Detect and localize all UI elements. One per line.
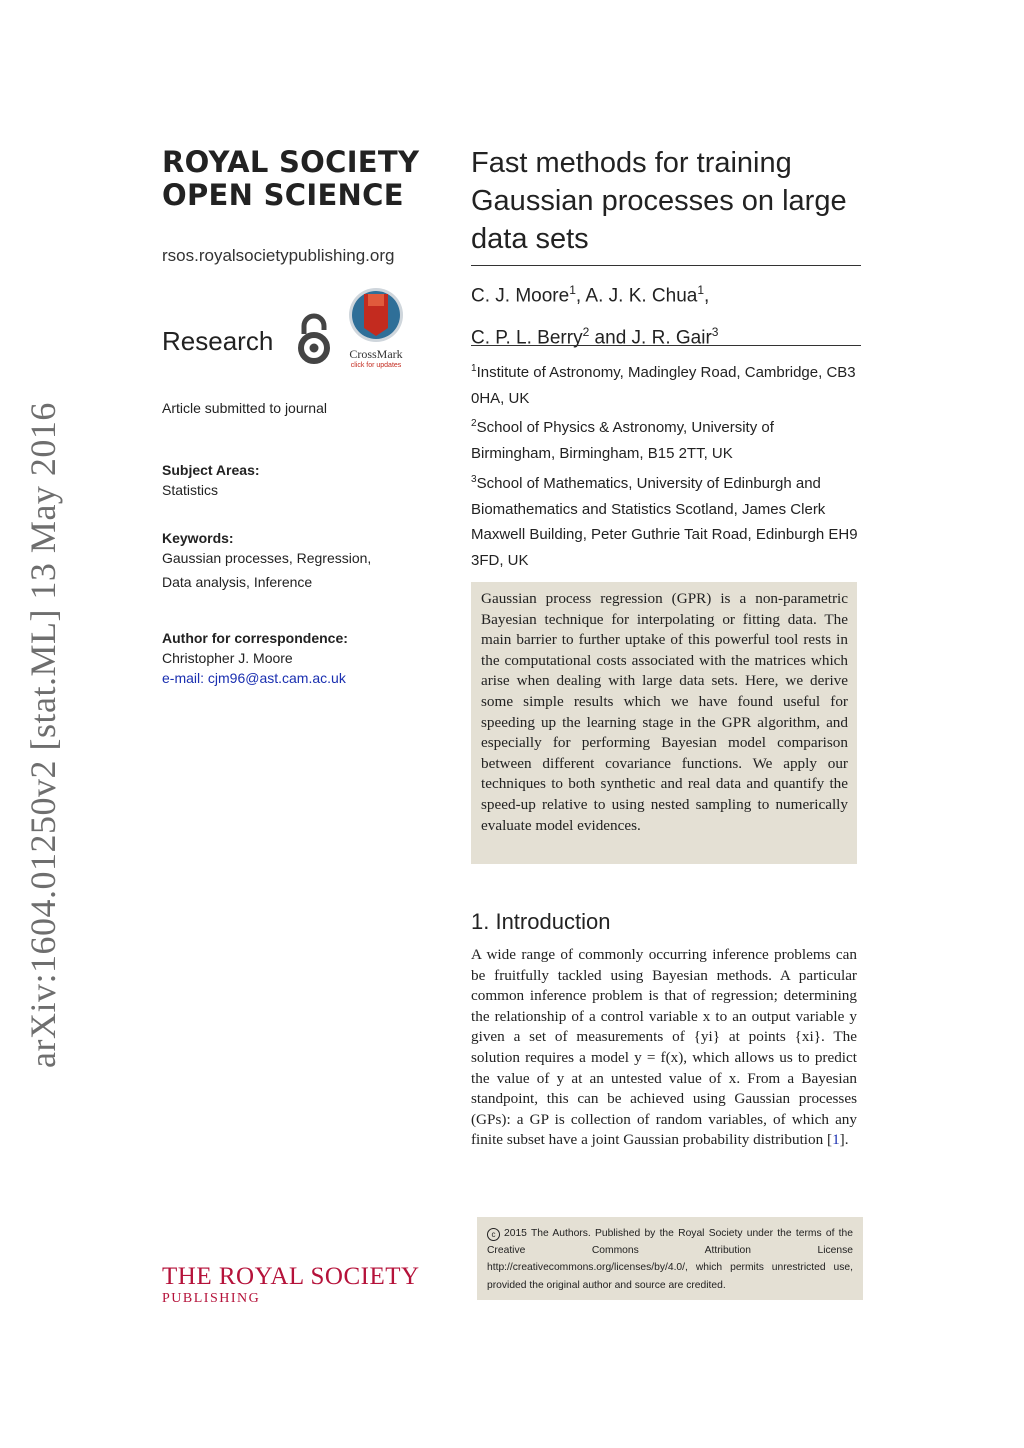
affiliation-number: 3 xyxy=(471,473,477,485)
license-text: 2015 The Authors. Published by the Royal Society under the terms of the Creative Commons Attribution License http://creativecommons.org/licenses/by/4.0/, which permits unrestricted use, provided the original author and source are credited. xyxy=(487,1228,853,1291)
subject-areas-value: Statistics xyxy=(162,482,219,498)
journal-name-line2: OPEN SCIENCE xyxy=(162,178,404,212)
correspondence-name: Christopher J. Moore xyxy=(162,650,293,666)
affiliation-item xyxy=(471,467,861,574)
crossmark-icon xyxy=(340,286,412,344)
correspondence-label: Author for correspondence: xyxy=(162,630,348,646)
author-name: C. J. Moore xyxy=(471,285,570,307)
publisher-logo-line2: PUBLISHING xyxy=(162,1291,261,1306)
author-separator: , xyxy=(575,285,586,307)
abstract-text: Gaussian process regression (GPR) is a non-parametric Bayesian technique for interpolating or fitting data. The main barrier to further uptake of this powerful tool rests in the computational costs associated with the matrices which arise when dealing with large data sets. Here, we derive some simple results which we have found useful for speeding up the learning stage in the GPR algorithm, and especially for performing Bayesian model comparison between different covariance functions. We apply our techniques to both synthetic and real data and quantify the speed-up relative to using nested sampling to numerically evaluate model evidences. xyxy=(481,590,848,834)
introduction-paragraph xyxy=(471,945,857,1151)
open-access-icon xyxy=(296,312,332,368)
arxiv-stamp: arXiv:1604.01250v2 [stat.ML] 13 May 2016 xyxy=(23,402,63,1068)
citation-link[interactable]: 1 xyxy=(832,1131,840,1149)
license-box xyxy=(477,1217,863,1300)
correspondence-email[interactable]: e-mail: cjm96@ast.cam.ac.uk xyxy=(162,670,346,686)
introduction-text-end: ]. xyxy=(839,1131,849,1149)
affiliation-text: School of Physics & Astronomy, University of Birmingham, Birmingham, B15 2TT, UK xyxy=(471,419,774,463)
affiliation-number: 1 xyxy=(471,363,477,374)
license-paragraph xyxy=(487,1225,853,1294)
author-affiliation-mark: 1 xyxy=(697,283,705,297)
publisher-logo xyxy=(162,1264,420,1307)
affiliation-text: Institute of Astronomy, Madingley Road, Cambridge, CB3 0HA, UK xyxy=(471,364,856,407)
affiliation-list xyxy=(471,356,861,574)
author-separator: and xyxy=(589,327,632,349)
affiliation-item xyxy=(471,411,861,466)
crossmark-label: CrossMark xyxy=(349,347,403,361)
author-line-1 xyxy=(471,272,861,314)
author-affiliation-mark: 2 xyxy=(582,325,590,340)
subject-areas-label: Subject Areas: xyxy=(162,462,260,478)
paper-title: Fast methods for training Gaussian processes on large data sets xyxy=(471,147,847,255)
author-list xyxy=(471,272,861,357)
crossmark-badge[interactable] xyxy=(340,286,412,368)
affiliation-text: School of Mathematics, University of Edinburgh and Biomathematics and Statistics Scotland, James Clerk Maxwell Building, Peter Guthrie Tait Road, Edinburgh EH9 3FD, UK xyxy=(471,474,858,569)
author-name: A. J. K. Chua xyxy=(585,285,698,307)
author-affiliation-mark: 3 xyxy=(711,325,719,340)
crossmark-sublabel: click for updates xyxy=(350,362,402,369)
copyright-icon: c xyxy=(487,1228,500,1241)
correspondence xyxy=(162,630,348,686)
author-line-2 xyxy=(471,314,861,356)
section-heading-introduction: 1. Introduction xyxy=(471,909,611,934)
publisher-logo-line1: THE ROYAL SOCIETY xyxy=(162,1263,420,1290)
article-status: Article submitted to journal xyxy=(162,400,327,416)
keywords-line2: Data analysis, Inference xyxy=(162,574,313,590)
section-label: Research xyxy=(162,326,274,356)
journal-name-line1: ROYAL SOCIETY xyxy=(162,145,420,179)
abstract-box xyxy=(471,582,857,864)
affiliation-item xyxy=(471,356,861,411)
affiliation-number: 2 xyxy=(471,418,477,430)
author-name: J. R. Gair xyxy=(631,327,712,349)
author-affiliation-mark: 1 xyxy=(569,283,576,297)
keywords-line1: Gaussian processes, Regression, xyxy=(162,550,372,566)
keywords xyxy=(162,530,371,594)
authors-divider xyxy=(471,345,861,346)
introduction-text: A wide range of commonly occurring inference problems can be fruitfully tackled using Bayesian methods. A particular common inference problem is that of regression; determining the relationship of a control variable x to an output variable y given a set of measurements of {yi} at points {xi}. The solution requires a model y = f(x), which allows us to predict the value of y at an untested value of x. From a Bayesian standpoint, this can be achieved using Gaussian processes (GPs): a GP is collection of random variables, of which any finite subset have a joint Gaussian probability distribution [ xyxy=(471,946,857,1149)
keywords-label: Keywords: xyxy=(162,530,234,546)
journal-name xyxy=(162,146,452,212)
journal-url[interactable]: rsos.royalsocietypublishing.org xyxy=(162,246,395,265)
subject-areas xyxy=(162,462,260,502)
title-divider xyxy=(471,265,861,266)
author-name: C. P. L. Berry xyxy=(471,327,583,349)
author-separator: , xyxy=(704,285,710,307)
